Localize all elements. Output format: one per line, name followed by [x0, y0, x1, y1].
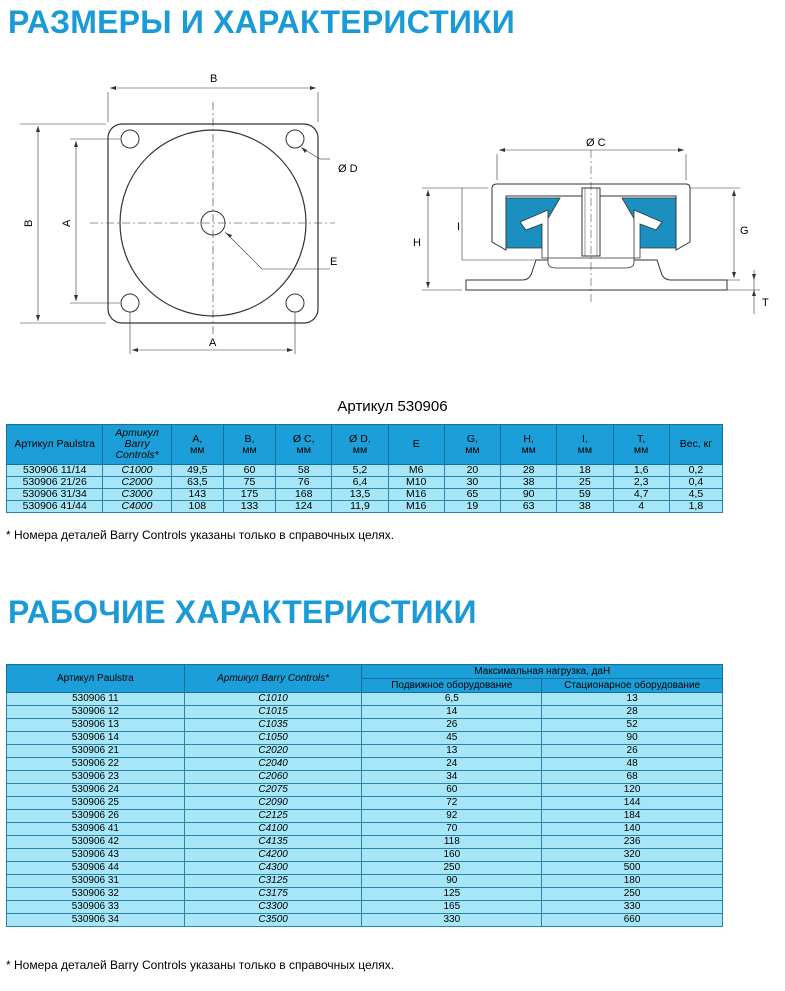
table-cell: 26 — [542, 745, 723, 758]
table-cell: 124 — [276, 501, 332, 513]
table-cell: M10 — [388, 477, 444, 489]
table-cell: C4300 — [184, 862, 362, 875]
perf-header-mobile: Подвижное оборудование — [362, 679, 542, 693]
dimensions-header-cell — [669, 425, 722, 465]
articul-title: Артикул 530906 — [337, 398, 448, 415]
header-unit: мм — [577, 443, 593, 456]
table-cell: 530906 25 — [7, 797, 185, 810]
table-cell: 13 — [542, 693, 723, 706]
table-cell: 52 — [542, 719, 723, 732]
table-cell: 530906 44 — [7, 862, 185, 875]
header-unit: мм — [296, 443, 311, 456]
table-row — [7, 810, 723, 823]
dim-e-label: E — [330, 256, 338, 268]
table-cell: 75 — [223, 477, 275, 489]
table-cell: 38 — [501, 477, 557, 489]
dim-b-top-label: B — [210, 73, 218, 85]
dimensions-header-cell — [557, 425, 613, 465]
table-cell: 108 — [171, 501, 223, 513]
table-cell: 118 — [362, 836, 542, 849]
table-cell: 530906 42 — [7, 836, 185, 849]
dim-b-side-label: B — [23, 219, 35, 227]
table-row — [7, 758, 723, 771]
table-cell: 0,2 — [669, 465, 722, 477]
dim-a-bottom-label: A — [209, 337, 217, 349]
table-cell: C2000 — [103, 477, 171, 489]
header-line: Артикул Barry Controls* — [115, 427, 159, 461]
table-cell: 65 — [444, 489, 500, 501]
table-cell: 168 — [276, 489, 332, 501]
table-cell: 5,2 — [332, 465, 388, 477]
table-cell: C4200 — [184, 849, 362, 862]
table-cell: 530906 41/44 — [7, 501, 103, 513]
header-unit: мм — [352, 443, 368, 456]
table-cell: 236 — [542, 836, 723, 849]
table-row — [7, 489, 723, 501]
table-row — [7, 745, 723, 758]
table-cell: 63 — [501, 501, 557, 513]
table-cell: C4135 — [184, 836, 362, 849]
table-cell: 320 — [542, 849, 723, 862]
table-cell: 63,5 — [171, 477, 223, 489]
table-cell: 160 — [362, 849, 542, 862]
table-cell: C2060 — [184, 771, 362, 784]
table-cell: C2125 — [184, 810, 362, 823]
dim-h-label: H — [413, 237, 421, 249]
table-cell: 530906 11/14 — [7, 465, 103, 477]
dim-c-label: Ø C — [586, 137, 606, 149]
table-cell: 45 — [362, 732, 542, 745]
dimensions-header-cell — [223, 425, 275, 465]
table-cell: 38 — [557, 501, 613, 513]
table-cell: 13,5 — [332, 489, 388, 501]
table-cell: 11,9 — [332, 501, 388, 513]
header-line: Вес, кг — [679, 438, 713, 450]
table-row — [7, 501, 723, 513]
table-cell: C1015 — [184, 706, 362, 719]
table-cell: 26 — [362, 719, 542, 732]
performance-heading: РАБОЧИЕ ХАРАКТЕРИСТИКИ — [8, 594, 477, 630]
table-cell: M6 — [388, 465, 444, 477]
table-cell: C1010 — [184, 693, 362, 706]
dimensions-header-cell — [276, 425, 332, 465]
table-cell: 175 — [223, 489, 275, 501]
table-cell: 24 — [362, 758, 542, 771]
dim-i-label: I — [457, 221, 461, 233]
technical-drawing — [0, 62, 785, 362]
table-cell: 500 — [542, 862, 723, 875]
dimensions-header-cell — [501, 425, 557, 465]
dimensions-table-header-row — [7, 425, 723, 465]
table-cell: C3300 — [184, 901, 362, 914]
table-cell: 4,5 — [669, 489, 722, 501]
table-cell: 4 — [613, 501, 669, 513]
table-row — [7, 477, 723, 489]
dimension-arrows — [36, 86, 316, 352]
table-cell: M16 — [388, 501, 444, 513]
table-cell: 68 — [542, 771, 723, 784]
table-cell: 28 — [542, 706, 723, 719]
table-cell: 530906 41 — [7, 823, 185, 836]
table-cell: 180 — [542, 875, 723, 888]
table-cell: 58 — [276, 465, 332, 477]
dim-a-side-label: A — [61, 219, 73, 227]
table-row — [7, 901, 723, 914]
dimensions-header-cell — [388, 425, 444, 465]
header-line: Ø D, — [349, 432, 371, 445]
perf-header-max-load: Максимальная нагрузка, даН — [362, 665, 723, 679]
header-line: E — [412, 438, 420, 450]
table-cell: 530906 14 — [7, 732, 185, 745]
table-cell: 1,6 — [613, 465, 669, 477]
table-row — [7, 836, 723, 849]
table-cell: 530906 31 — [7, 875, 185, 888]
table-cell: 6,4 — [332, 477, 388, 489]
table-cell: 2,3 — [613, 477, 669, 489]
table-cell: C2040 — [184, 758, 362, 771]
table-cell: 70 — [362, 823, 542, 836]
header-line: H, — [523, 432, 534, 445]
table-cell: 530906 26 — [7, 810, 185, 823]
dimensions-header-cell — [444, 425, 500, 465]
dimensions-header-cell — [103, 425, 171, 465]
table-cell: 140 — [542, 823, 723, 836]
table-cell: C2020 — [184, 745, 362, 758]
table-row — [7, 784, 723, 797]
table-cell: 19 — [444, 501, 500, 513]
table-cell: 6,5 — [362, 693, 542, 706]
header-line: Артикул Paulstra — [14, 438, 95, 450]
table-cell: 530906 32 — [7, 888, 185, 901]
table-cell: 48 — [542, 758, 723, 771]
table-cell: C1035 — [184, 719, 362, 732]
dimensions-heading: РАЗМЕРЫ И ХАРАКТЕРИСТИКИ — [8, 4, 515, 40]
table-cell: 330 — [362, 914, 542, 927]
header-unit: мм — [465, 443, 480, 456]
table-cell: 49,5 — [171, 465, 223, 477]
table-row — [7, 914, 723, 927]
table-cell: 144 — [542, 797, 723, 810]
table-cell: 4,7 — [613, 489, 669, 501]
table-row — [7, 706, 723, 719]
table-row — [7, 823, 723, 836]
header-unit: мм — [242, 443, 257, 456]
table-cell: 250 — [542, 888, 723, 901]
table-row — [7, 693, 723, 706]
table-cell: 90 — [362, 875, 542, 888]
table-cell: 14 — [362, 706, 542, 719]
table-cell: 1,8 — [669, 501, 722, 513]
perf-header-stationary: Стационарное оборудование — [542, 679, 723, 693]
header-unit: мм — [190, 443, 205, 456]
table-cell: 530906 21 — [7, 745, 185, 758]
table-row — [7, 849, 723, 862]
table-cell: 530906 13 — [7, 719, 185, 732]
table-cell: 125 — [362, 888, 542, 901]
table-cell: C3125 — [184, 875, 362, 888]
table-cell: 0,4 — [669, 477, 722, 489]
table-cell: 133 — [223, 501, 275, 513]
table-cell: 13 — [362, 745, 542, 758]
table-cell: 530906 23 — [7, 771, 185, 784]
table-cell: 92 — [362, 810, 542, 823]
table-cell: 660 — [542, 914, 723, 927]
table-row — [7, 771, 723, 784]
table-cell: C4100 — [184, 823, 362, 836]
table-cell: 530906 12 — [7, 706, 185, 719]
performance-footnote: * Номера деталей Barry Controls указаны только в справочных целях. — [6, 958, 395, 972]
perf-header-barry: Артикул Barry Controls* — [184, 665, 362, 693]
dimensions-header-cell — [171, 425, 223, 465]
table-row — [7, 862, 723, 875]
table-cell: C1000 — [103, 465, 171, 477]
table-cell: C1050 — [184, 732, 362, 745]
table-cell: C2075 — [184, 784, 362, 797]
dim-g-label: G — [740, 225, 749, 237]
table-cell: 530906 34 — [7, 914, 185, 927]
table-cell: M16 — [388, 489, 444, 501]
performance-table — [6, 664, 723, 927]
table-cell: C3175 — [184, 888, 362, 901]
table-cell: 330 — [542, 901, 723, 914]
header-line: Ø C, — [292, 432, 315, 445]
dim-d-label: Ø D — [338, 163, 358, 175]
table-cell: C3000 — [103, 489, 171, 501]
header-line: T, — [637, 432, 646, 445]
header-unit: мм — [521, 443, 536, 456]
header-unit: мм — [633, 443, 649, 456]
perf-header-paulstra: Артикул Paulstra — [7, 665, 185, 693]
table-row — [7, 732, 723, 745]
dimensions-header-cell — [332, 425, 388, 465]
table-cell: 90 — [542, 732, 723, 745]
dimensions-footnote: * Номера деталей Barry Controls указаны только в справочных целях. — [6, 528, 395, 542]
table-cell: 530906 11 — [7, 693, 185, 706]
header-line: B, — [244, 432, 255, 445]
dim-t-label: T — [762, 297, 769, 309]
table-cell: 28 — [501, 465, 557, 477]
header-line: I, — [581, 432, 588, 445]
table-row — [7, 875, 723, 888]
table-cell: 59 — [557, 489, 613, 501]
table-cell: 30 — [444, 477, 500, 489]
dimensions-header-cell — [613, 425, 669, 465]
table-cell: 530906 43 — [7, 849, 185, 862]
table-cell: 120 — [542, 784, 723, 797]
header-line: A, — [192, 432, 203, 445]
table-cell: 530906 22 — [7, 758, 185, 771]
dimensions-table — [6, 424, 723, 513]
table-cell: 184 — [542, 810, 723, 823]
table-cell: 165 — [362, 901, 542, 914]
table-cell: 60 — [362, 784, 542, 797]
table-cell: 72 — [362, 797, 542, 810]
dimensions-header-cell — [7, 425, 103, 465]
table-cell: 530906 21/26 — [7, 477, 103, 489]
table-cell: 60 — [223, 465, 275, 477]
table-cell: 143 — [171, 489, 223, 501]
table-cell: 250 — [362, 862, 542, 875]
table-cell: C4000 — [103, 501, 171, 513]
table-cell: 530906 33 — [7, 901, 185, 914]
table-cell: C3500 — [184, 914, 362, 927]
table-cell: 90 — [501, 489, 557, 501]
table-row — [7, 465, 723, 477]
table-cell: C2090 — [184, 797, 362, 810]
table-cell: 530906 24 — [7, 784, 185, 797]
table-row — [7, 888, 723, 901]
table-cell: 76 — [276, 477, 332, 489]
table-row — [7, 797, 723, 810]
section-view-drawing — [422, 148, 760, 314]
table-row — [7, 719, 723, 732]
table-cell: 20 — [444, 465, 500, 477]
table-cell: 34 — [362, 771, 542, 784]
header-line: G, — [466, 432, 478, 445]
table-cell: 18 — [557, 465, 613, 477]
table-cell: 25 — [557, 477, 613, 489]
table-cell: 530906 31/34 — [7, 489, 103, 501]
